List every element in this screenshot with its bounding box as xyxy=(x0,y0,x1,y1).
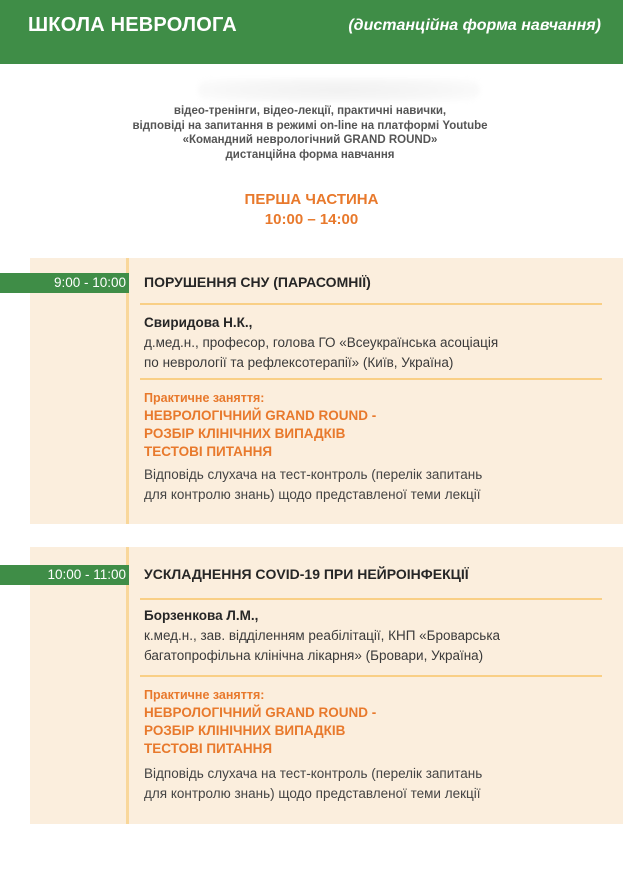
section-rule xyxy=(140,303,602,305)
session-topic: УСКЛАДНЕННЯ COVID-19 ПРИ НЕЙРОІНФЕКЦІЇ xyxy=(144,566,469,582)
faded-logo xyxy=(198,78,480,102)
practice-line: ТЕСТОВІ ПИТАННЯ xyxy=(144,444,273,459)
speaker-name: Борзенкова Л.М., xyxy=(144,608,259,623)
practice-line: РОЗБІР КЛІНІЧНИХ ВИПАДКІВ xyxy=(144,723,346,738)
speaker-block xyxy=(144,313,498,373)
practice-line: НЕВРОЛОГІЧНИЙ GRAND ROUND - xyxy=(144,705,377,720)
speaker-info-line: д.мед.н., професор, голова ГО «Всеукраїнська асоціація xyxy=(144,335,499,350)
intro-text xyxy=(60,104,560,162)
description-line: для контролю знань) щодо представленої теми лекції xyxy=(144,786,481,801)
session-time: 10:00 - 11:00 xyxy=(0,565,129,585)
practice-label: Практичне заняття: xyxy=(144,688,265,702)
description-line: Відповідь слухача на тест-контроль (перелік запитань xyxy=(144,766,483,781)
speaker-block xyxy=(144,606,500,666)
header-bar xyxy=(0,0,623,64)
practice-block xyxy=(144,390,376,461)
session-description xyxy=(144,764,482,804)
session-topic: ПОРУШЕННЯ СНУ (ПАРАСОМНІЇ) xyxy=(144,274,371,290)
page-subtitle: (дистанційна форма навчання) xyxy=(348,17,601,34)
section-rule xyxy=(140,378,602,380)
description-line: Відповідь слухача на тест-контроль (перелік запитань xyxy=(144,467,483,482)
intro-line: «Командний неврологічний GRAND ROUND» xyxy=(182,134,438,146)
speaker-info-line: по неврології та рефлексотерапії» (Київ, Україна) xyxy=(144,355,454,370)
session-description xyxy=(144,465,482,505)
practice-line: ТЕСТОВІ ПИТАННЯ xyxy=(144,741,273,756)
practice-line: РОЗБІР КЛІНІЧНИХ ВИПАДКІВ xyxy=(144,426,346,441)
practice-block xyxy=(144,687,376,758)
part-time: 10:00 – 14:00 xyxy=(264,211,359,228)
speaker-info-line: к.мед.н., зав. відділенням реабілітації, КНП «Броварська xyxy=(144,628,501,643)
intro-line: відповіді на запитання в режимі on-line на платформі Youtube xyxy=(132,119,488,132)
session-time: 9:00 - 10:00 xyxy=(0,273,129,293)
part-heading xyxy=(0,190,623,230)
intro-line: відео-тренінги, відео-лекції, практичні навички, xyxy=(173,105,447,117)
speaker-info-line: багатопрофільна клінічна лікарня» (Бровари, Україна) xyxy=(144,648,484,663)
section-rule xyxy=(140,598,602,600)
page-title: ШКОЛА НЕВРОЛОГА xyxy=(28,14,237,36)
practice-line: НЕВРОЛОГІЧНИЙ GRAND ROUND - xyxy=(144,408,377,423)
part-title: ПЕРША ЧАСТИНА xyxy=(244,191,379,208)
section-rule xyxy=(140,675,602,677)
speaker-name: Свиридова Н.К., xyxy=(144,315,253,330)
practice-label: Практичне заняття: xyxy=(144,391,265,405)
intro-line: дистанційна форма навчання xyxy=(225,148,395,161)
description-line: для контролю знань) щодо представленої теми лекції xyxy=(144,487,481,502)
